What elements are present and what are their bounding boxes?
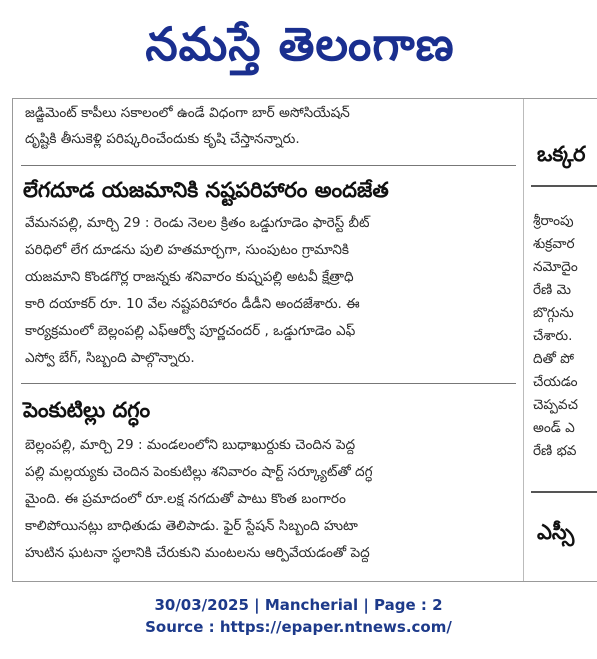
story2-line: పరిధిలో లేగ దూడను పులి హతమార్చగా, సుంపుటం గ్రామానికి [25, 242, 349, 258]
right-line: దితో పో [533, 351, 575, 367]
footer-date-line: 30/03/2025 | Mancherial | Page : 2 [154, 596, 443, 614]
story2-line: వేమనపల్లి, మార్చి 29 : రెండు నెలల క్రితం ఒడ్డుగూడెం ఫారెస్ట్ బీట్ [25, 215, 370, 231]
story1-line: జడ్జిమెంట్ కాపీలు సకాలంలో ఉండే విధంగా బార్ అసోసియేషన్ [25, 105, 350, 121]
right-line: రేణి మె [533, 282, 571, 298]
story3-line: బెల్లంపల్లి, మార్చి 29 : మండలంలోని బుధాఖుర్దుకు చెందిన పెద్ద [25, 437, 356, 453]
right-line: అండ్ ఎ [533, 420, 575, 436]
column-divider [523, 99, 524, 581]
right-line: బొగ్గును [533, 305, 574, 321]
story-divider [21, 165, 516, 166]
story2-line: యజమాని కొండగొర్ల రాజన్నకు శనివారం కుష్నపల్లి అటవీ క్షేత్రాధి [25, 269, 354, 285]
page-footer [0, 594, 597, 638]
story3-line: మైంది. ఈ ప్రమాదంలో రూ.లక్ష నగదుతో పాటు కొంత బంగారం [25, 491, 346, 507]
footer-source-line: Source : https://epaper.ntnews.com/ [145, 618, 452, 636]
right-line: చేయడం [533, 374, 578, 390]
story2-headline: లేగదూడ యజమానికి నష్టపరిహారం అందజేత [23, 178, 389, 202]
story1-line: దృష్టికి తీసుకెళ్లి పరిష్కరించేందుకు కృషి చేస్తానన్నారు. [25, 131, 300, 147]
right-line: చేశారు. [533, 328, 573, 344]
article-clipping [12, 98, 597, 582]
newspaper-masthead [0, 0, 597, 92]
right-column [527, 99, 597, 581]
right-divider [531, 185, 597, 187]
masthead-title: నమస్తే తెలంగాణ [145, 17, 455, 71]
right-line: నమోదైం [533, 259, 578, 275]
main-column [13, 99, 518, 581]
right-divider [531, 491, 597, 493]
story2-line: ఎస్వో బేగ్, సిబ్బంది పాల్గొన్నారు. [25, 350, 195, 366]
story2-line: కారి దయాకర్ రూ. 10 వేల నష్టపరిహారం డీడీని అందజేశారు. ఈ [25, 296, 360, 312]
story3-line: పల్లి మల్లయ్యకు చెందిన పెంకుటిల్లు శనివారం షార్ట్ సర్క్యూట్‌తో దగ్ధ [25, 464, 373, 480]
story3-line: కాలిపోయినట్లు బాధితుడు తెలిపాడు. ఫైర్ స్టేషన్ సిబ్బంది హుటా [25, 518, 358, 534]
right-line: చెప్పవచ [533, 397, 578, 413]
right-line: శుక్రవార [533, 236, 575, 252]
right-headline: ఎస్సీ [537, 520, 575, 544]
story-divider [21, 383, 516, 384]
right-line: శ్రీరాంపు [533, 213, 574, 229]
story3-line: హుటిన ఘటనా స్థలానికి చేరుకుని మంటలను ఆర్పివేయడంతో పెద్ద [25, 545, 370, 561]
story3-headline: పెంకుటిల్లు దగ్ధం [23, 398, 151, 422]
right-line: రేణి భవ [533, 443, 577, 459]
story2-line: కార్యక్రమంలో బెల్లంపల్లి ఎఫ్ఆర్వో పూర్ణచందర్ , ఒడ్డుగూడెం ఎఫ్ [25, 323, 356, 339]
right-headline: ఒక్కర [537, 142, 586, 166]
